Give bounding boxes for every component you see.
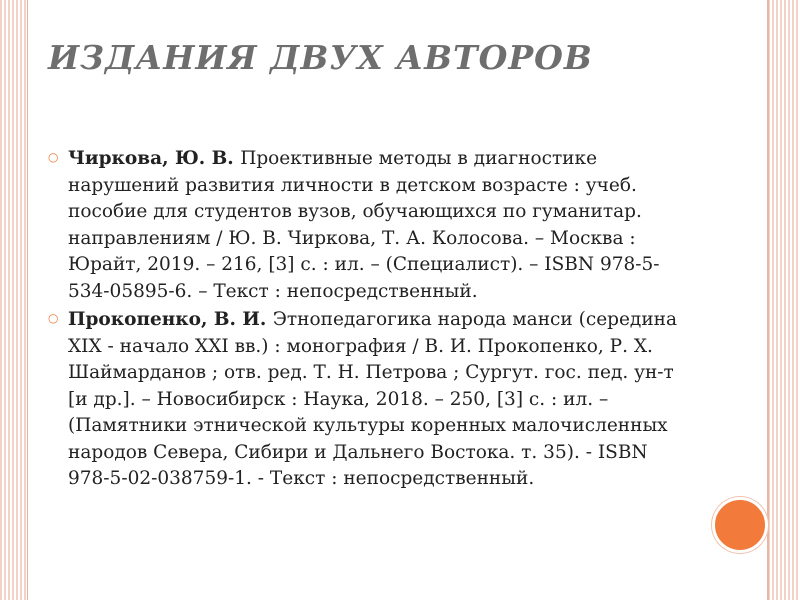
left-decorative-stripes: [0, 0, 28, 600]
bibliography-list: [48, 146, 683, 495]
bullet-icon: ○: [48, 311, 59, 325]
decorative-circle-icon: [712, 497, 768, 553]
slide-title: ИЗДАНИЯ ДВУХ АВТОРОВ: [48, 38, 593, 77]
bibliography-entry: [48, 146, 683, 305]
right-border-line: [767, 0, 769, 600]
entry-text: Этнопедагогика народа манси (середина XIX - начало XXI вв.) : монография / В. И. Прокопенко, Р. Х. Шаймарданов ; отв. ред. Т. Н. Петрова ; Сургут. гос. пед. ун-т [и др.]. – Новосибирск : Наука, 2018. – 250, [3] с. : ил. – (Памятники этнической культуры коренных малочисленных народов Севера, Сибири и Дальнего Востока. т. 35). - ISBN 978-5-02-038759-1. - Текст : непосредственный.: [68, 309, 678, 489]
entry-text: Проективные методы в диагностике нарушений развития личности в детском возрасте : учеб. пособие для студентов вузов, обучающихся по гуманитар. направлениям / Ю. В. Чиркова, Т. А. Колосова. – Москва : Юрайт, 2019. – 216, [3] с. : ил. – (Специалист). – ISBN 978-5-534-05895-6. – Текст : непосредственный.: [68, 148, 660, 302]
left-border-line: [27, 0, 28, 600]
entry-author: Чиркова, Ю. В.: [68, 148, 241, 169]
entry-author: Прокопенко, В. И.: [68, 309, 273, 330]
bibliography-entry: [48, 307, 683, 493]
right-decorative-stripes: [768, 0, 800, 600]
bullet-icon: ○: [48, 150, 59, 164]
